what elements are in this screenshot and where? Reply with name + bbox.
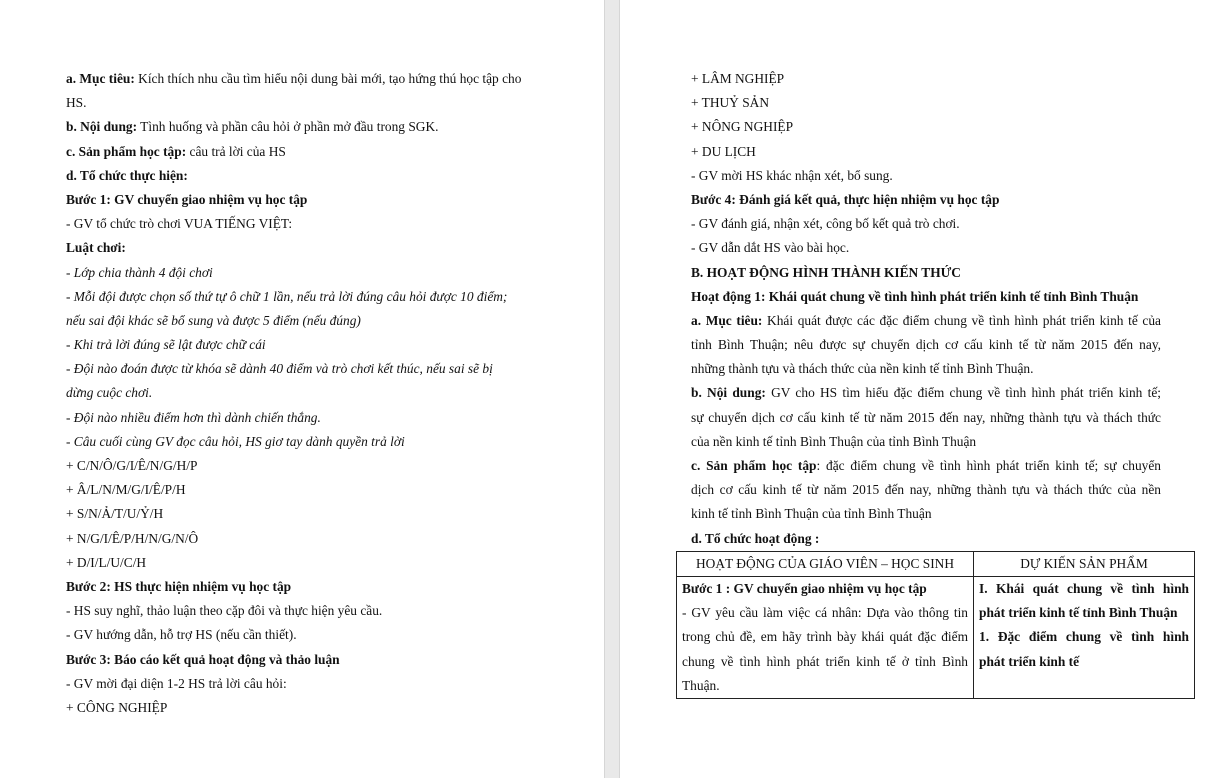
text-line <box>66 648 546 672</box>
table-cell-activities <box>677 577 974 699</box>
bold-label: Bước 2: HS thực hiện nhiệm vụ học tập <box>66 578 292 594</box>
line-text: - GV mời đại diện 1-2 HS trả lời câu hỏi: <box>66 675 287 691</box>
text-line <box>66 357 546 381</box>
right-page <box>620 0 1221 778</box>
line-text: của nền kinh tế tỉnh Bình Thuận của tỉnh Bình Thuận <box>691 433 977 449</box>
line-text: - GV mời HS khác nhận xét, bổ sung. <box>691 167 893 183</box>
line-text: Tình huống và phần câu hỏi ở phần mở đầu trong SGK. <box>137 119 439 135</box>
text-line <box>691 115 1161 139</box>
line-text: + C/N/Ô/G/I/Ê/N/G/H/P <box>66 458 198 473</box>
line-text: + S/N/Ả/T/U/Ỷ/H <box>66 506 164 522</box>
text-line <box>66 309 546 333</box>
bold-label: Bước 4: Đánh giá kết quả, thực hiện nhiệm vụ học tập <box>691 191 1000 207</box>
text-line <box>682 650 968 674</box>
text-line <box>691 212 1161 236</box>
italic-text: - Lớp chia thành 4 đội chơi <box>66 264 213 280</box>
text-line <box>66 140 546 164</box>
line-text: + DU LỊCH <box>691 143 756 159</box>
text-line <box>691 454 1161 478</box>
line-text: chung về tình hình phát triển kinh tế ở tỉnh Bình <box>682 653 968 669</box>
text-line <box>66 67 546 91</box>
italic-text: - Câu cuối cùng GV đọc câu hỏi, HS giơ tay dành quyền trả lời <box>66 433 405 449</box>
text-line <box>691 430 1161 454</box>
text-line <box>66 502 546 526</box>
bold-label: Hoạt động 1: Khái quát chung về tình hình phát triển kinh tế tỉnh Bình Thuận <box>691 288 1139 304</box>
text-line <box>66 551 546 575</box>
text-line <box>66 212 546 236</box>
bold-label: phát triển kinh tế <box>979 653 1080 669</box>
line-text: : đặc điểm chung về tình hình phát triển kinh tế; sự chuyển <box>816 458 1161 473</box>
text-line <box>66 381 546 405</box>
text-line <box>682 601 968 625</box>
line-text: câu trả lời của HS <box>186 143 286 159</box>
text-line <box>691 67 1161 91</box>
bold-label: d. Tổ chức thực hiện: <box>66 167 188 183</box>
bold-label: phát triển kinh tế tỉnh Bình Thuận <box>979 605 1178 621</box>
text-line <box>691 381 1161 405</box>
text-line <box>979 625 1189 649</box>
text-line <box>691 502 1161 526</box>
text-line <box>691 91 1161 115</box>
text-line <box>691 236 1161 260</box>
line-text: + THUỶ SẢN <box>691 95 769 111</box>
text-line <box>66 696 546 720</box>
line-text: - GV hướng dẫn, hỗ trợ HS (nếu cần thiết). <box>66 627 297 643</box>
table-header-expected-product: DỰ KIẾN SẢN PHẨM <box>974 552 1195 577</box>
text-line <box>691 261 1161 285</box>
bold-label: b. Nội dung: <box>691 385 766 401</box>
left-page-text <box>66 67 546 720</box>
italic-text: - Đội nào đoán được từ khóa sẽ dành 40 điểm và trò chơi kết thúc, nếu sai sẽ bị <box>66 361 493 377</box>
bold-label: c. Sản phẩm học tập: <box>66 143 187 159</box>
right-page-text <box>691 67 1161 551</box>
text-line <box>979 577 1189 601</box>
bold-label: b. Nội dung: <box>66 119 138 135</box>
line-text: tỉnh Bình Thuận; nêu được sự chuyển dịch cơ cấu kinh tế từ năm 2015 đến nay, <box>691 337 1161 353</box>
text-line <box>691 188 1161 212</box>
line-text: những thành tựu và thách thức của nền kinh tế tỉnh Bình Thuận. <box>691 361 1034 377</box>
line-text: dịch cơ cấu kinh tế từ năm 2015 đến nay, những thành tựu và thách thức của nền <box>691 482 1161 498</box>
table-cell-products <box>974 577 1195 699</box>
bold-label: a. Mục tiêu: <box>66 71 135 86</box>
text-line <box>691 478 1161 502</box>
text-line <box>66 672 546 696</box>
text-line <box>66 261 546 285</box>
text-line <box>66 236 546 260</box>
line-text: HS. <box>66 95 87 111</box>
italic-text: - Mỗi đội được chọn số thứ tự ô chữ 1 lần, nếu trả lời đúng câu hỏi được 10 điểm; <box>66 288 508 304</box>
text-line <box>66 188 546 212</box>
text-line <box>682 674 968 698</box>
text-line <box>691 309 1161 333</box>
italic-text: dừng cuộc chơi. <box>66 385 153 401</box>
text-line <box>66 575 546 599</box>
text-line <box>66 115 546 139</box>
text-line <box>66 285 546 309</box>
italic-text: - Khi trả lời đúng sẽ lật được chữ cái <box>66 337 266 353</box>
line-text: + CÔNG NGHIỆP <box>66 699 168 715</box>
line-text: GV cho HS tìm hiểu đặc điểm chung về tình hình phát triển kinh tế; <box>765 385 1161 401</box>
activity-table <box>676 551 1195 699</box>
table-header-teacher-student: HOẠT ĐỘNG CỦA GIÁO VIÊN – HỌC SINH <box>677 552 974 577</box>
line-text: Thuận. <box>682 677 720 693</box>
line-text: + D/I/L/U/C/H <box>66 554 147 570</box>
line-text: - GV yêu cầu làm việc cá nhân: Dựa vào thông tin <box>682 605 968 621</box>
line-text: - GV dẫn dắt HS vào bài học. <box>691 240 850 256</box>
text-line <box>66 478 546 502</box>
text-line <box>682 577 968 601</box>
text-line <box>66 599 546 623</box>
line-text: trong chủ đề, em hãy trình bày khái quát đặc điểm <box>682 629 968 645</box>
text-line <box>66 406 546 430</box>
text-line <box>979 650 1189 674</box>
bold-label: Bước 1 : GV chuyển giao nhiệm vụ học tập <box>682 581 927 596</box>
line-text: + LÂM NGHIỆP <box>691 71 785 86</box>
text-line <box>691 164 1161 188</box>
line-text: Khái quát được các đặc điểm chung về tình hình phát triển kinh tế của <box>762 312 1161 328</box>
bold-label: d. Tổ chức hoạt động : <box>691 530 820 546</box>
text-line <box>66 527 546 551</box>
bold-label: I. Khái quát chung về tình hình <box>979 581 1189 596</box>
text-line <box>691 527 1161 551</box>
italic-text: - Đội nào nhiều điểm hơn thì dành chiến thắng. <box>66 409 321 425</box>
line-text: - HS suy nghĩ, thảo luận theo cặp đôi và thực hiện yêu cầu. <box>66 603 383 619</box>
bold-label: 1. Đặc điểm chung về tình hình <box>979 629 1189 645</box>
bold-label: Bước 1: GV chuyển giao nhiệm vụ học tập <box>66 191 308 207</box>
text-line <box>691 285 1161 309</box>
text-line <box>682 625 968 649</box>
line-text: + N/G/I/Ê/P/H/N/G/N/Ô <box>66 530 199 546</box>
line-text: sự chuyển dịch cơ cấu kinh tế từ năm 2015 đến nay, những thành tựu và thách thức <box>691 409 1161 425</box>
text-line <box>66 454 546 478</box>
bold-label: Bước 3: Báo cáo kết quả hoạt động và thảo luận <box>66 651 340 667</box>
text-line <box>66 333 546 357</box>
page-gutter <box>604 0 620 778</box>
bold-label: c. Sản phẩm học tập <box>691 458 817 473</box>
line-text: kinh tế tỉnh Bình Thuận của tỉnh Bình Thuận <box>691 506 932 522</box>
line-text: Kích thích nhu cầu tìm hiểu nội dung bài mới, tạo hứng thú học tập cho <box>134 71 522 86</box>
bold-label: a. Mục tiêu: <box>691 312 763 328</box>
text-line <box>66 91 546 115</box>
text-line <box>691 406 1161 430</box>
italic-text: nếu sai đội khác sẽ bổ sung và được 5 điểm (nếu đúng) <box>66 312 361 328</box>
line-text: - GV đánh giá, nhận xét, công bố kết quả trò chơi. <box>691 216 960 232</box>
text-line <box>66 623 546 647</box>
line-text: + Â/L/N/M/G/I/Ê/P/H <box>66 482 186 498</box>
line-text: - GV tổ chức trò chơi VUA TIẾNG VIỆT: <box>66 216 293 232</box>
text-line <box>66 430 546 454</box>
text-line <box>691 333 1161 357</box>
text-line <box>979 601 1189 625</box>
text-line <box>66 164 546 188</box>
line-text: + NÔNG NGHIỆP <box>691 119 794 135</box>
bold-label: Luật chơi: <box>66 240 126 256</box>
bold-label: B. HOẠT ĐỘNG HÌNH THÀNH KIẾN THỨC <box>691 264 961 280</box>
text-line <box>691 140 1161 164</box>
left-page <box>0 0 604 778</box>
text-line <box>691 357 1161 381</box>
